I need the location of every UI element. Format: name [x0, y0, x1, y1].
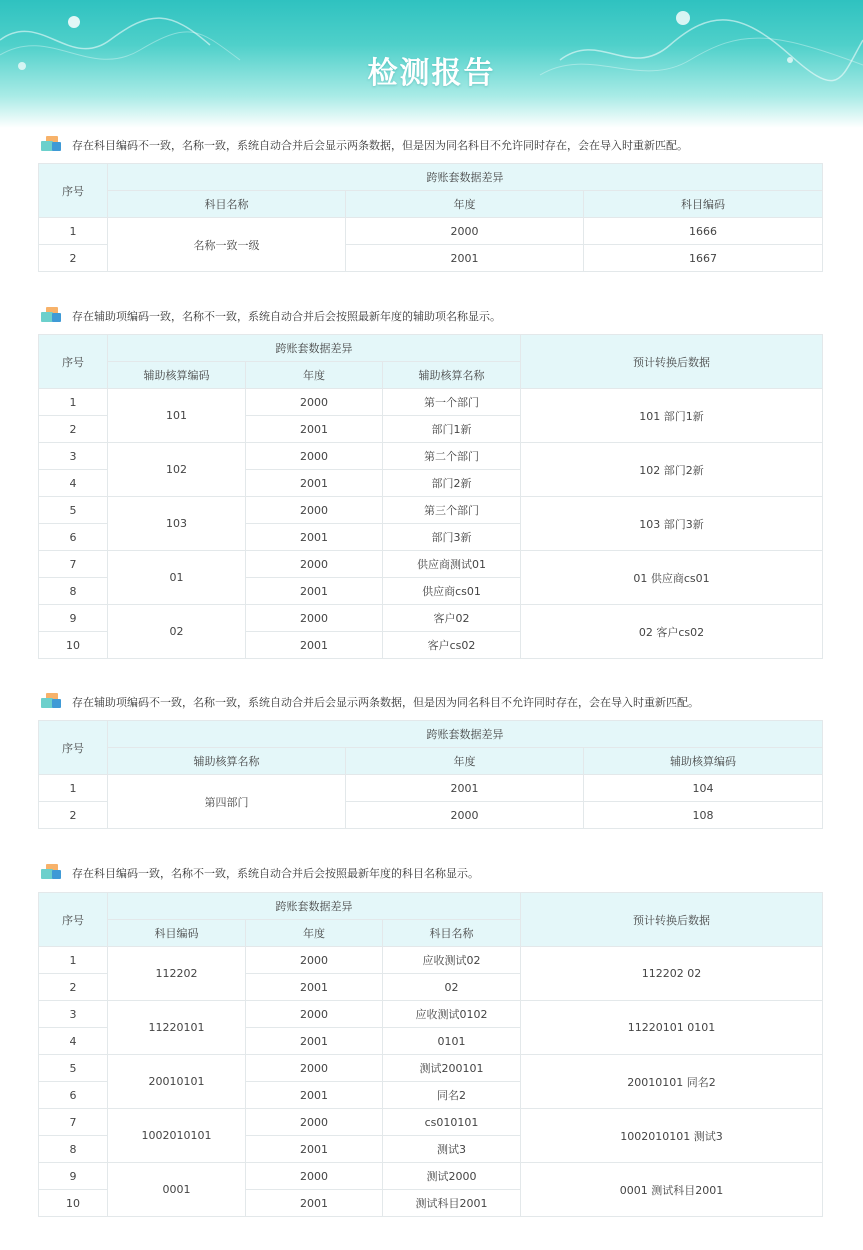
cell-code: 112202: [108, 947, 246, 1001]
col-header-result: 预计转换后数据: [521, 893, 823, 947]
cell-year: 2001: [246, 1190, 383, 1217]
cell-name: 部门3新: [383, 524, 521, 551]
note-text: 存在辅助项编码不一致，名称一致，系统自动合并后会显示两条数据，但是因为同名科目不允许同时存在，会在导入时重新匹配。: [72, 696, 699, 709]
cell-name: 供应商cs01: [383, 578, 521, 605]
cell-code: 20010101: [108, 1055, 246, 1109]
cell-merged-name: 名称一致一级: [108, 218, 346, 272]
cell-name: 第一个部门: [383, 389, 521, 416]
cell-seq: 2: [39, 416, 108, 443]
section-2-table: [38, 334, 823, 659]
cell-year: 2001: [246, 578, 383, 605]
cell-year: 2000: [246, 1163, 383, 1190]
cell-name: 02: [383, 974, 521, 1001]
cell-code: 1667: [584, 245, 823, 272]
col-header-seq: 序号: [39, 335, 108, 389]
cell-year: 2001: [346, 775, 584, 802]
cell-name: 第三个部门: [383, 497, 521, 524]
cell-seq: 2: [39, 245, 108, 272]
cell-name: 测试2000: [383, 1163, 521, 1190]
section-2-note: [38, 306, 501, 326]
cell-code: 103: [108, 497, 246, 551]
cell-year: 2001: [246, 1082, 383, 1109]
section-2-table-wrap: [38, 334, 822, 659]
col-header-year: 年度: [346, 748, 584, 775]
section-4-note: [38, 863, 479, 883]
cell-code: 0001: [108, 1163, 246, 1217]
cell-seq: 6: [39, 524, 108, 551]
cell-result: 11220101 0101: [521, 1001, 823, 1055]
cell-seq: 4: [39, 470, 108, 497]
cell-name: 客户02: [383, 605, 521, 632]
cell-result: 1002010101 测试3: [521, 1109, 823, 1163]
cell-seq: 6: [39, 1082, 108, 1109]
col-header-seq: 序号: [39, 164, 108, 218]
section-4-table: [38, 892, 823, 1217]
cell-name: 同名2: [383, 1082, 521, 1109]
cell-name: 0101: [383, 1028, 521, 1055]
col-header-code: 科目编码: [584, 191, 823, 218]
cell-merged-name: 第四部门: [108, 775, 346, 829]
section-1-table-wrap: [38, 163, 822, 272]
cell-year: 2000: [246, 1001, 383, 1028]
page-title: 检测报告: [367, 56, 496, 91]
section-1-table: [38, 163, 823, 272]
note-text: 存在科目编码一致，名称不一致，系统自动合并后会按照最新年度的科目名称显示。: [72, 867, 479, 880]
cell-seq: 8: [39, 578, 108, 605]
table-row: [39, 1055, 823, 1082]
cell-year: 2000: [246, 389, 383, 416]
cell-code: 11220101: [108, 1001, 246, 1055]
cell-name: 部门2新: [383, 470, 521, 497]
table-row: [39, 1001, 823, 1028]
cell-code: 1002010101: [108, 1109, 246, 1163]
cell-code: 02: [108, 605, 246, 659]
section-2-body: [39, 389, 823, 659]
cell-seq: 3: [39, 1001, 108, 1028]
cell-name: 第二个部门: [383, 443, 521, 470]
flag-icon: [38, 307, 64, 325]
flag-icon: [38, 693, 64, 711]
col-header-seq: 序号: [39, 893, 108, 947]
col-header-result: 预计转换后数据: [521, 335, 823, 389]
cell-seq: 10: [39, 1190, 108, 1217]
col-header-year: 年度: [346, 191, 584, 218]
cell-code: 101: [108, 389, 246, 443]
table-row: [39, 497, 823, 524]
section-3-note: [38, 692, 699, 712]
cell-result: 01 供应商cs01: [521, 551, 823, 605]
cell-result: 103 部门3新: [521, 497, 823, 551]
table-row: [39, 218, 823, 245]
cell-year: 2000: [246, 947, 383, 974]
cell-year: 2001: [246, 1028, 383, 1055]
flag-icon: [38, 864, 64, 882]
col-header-code: 辅助核算编码: [108, 362, 246, 389]
col-header-group: 跨账套数据差异: [108, 164, 823, 191]
cell-code: 102: [108, 443, 246, 497]
section-1-note: [38, 135, 688, 155]
section-4-body: [39, 947, 823, 1217]
col-header-name: 辅助核算名称: [108, 748, 346, 775]
cell-year: 2001: [246, 470, 383, 497]
col-header-year: 年度: [246, 920, 383, 947]
cell-name: 测试3: [383, 1136, 521, 1163]
section-3-table: [38, 720, 823, 829]
cell-seq: 1: [39, 775, 108, 802]
cell-year: 2000: [346, 218, 584, 245]
cell-seq: 4: [39, 1028, 108, 1055]
cell-seq: 8: [39, 1136, 108, 1163]
col-header-year: 年度: [246, 362, 383, 389]
table-row: [39, 1163, 823, 1190]
table-row: [39, 389, 823, 416]
cell-name: cs010101: [383, 1109, 521, 1136]
cell-year: 2001: [346, 245, 584, 272]
cell-year: 2001: [246, 524, 383, 551]
col-header-code: 辅助核算编码: [584, 748, 823, 775]
cell-name: 客户cs02: [383, 632, 521, 659]
cell-year: 2000: [246, 443, 383, 470]
cell-year: 2001: [246, 416, 383, 443]
note-text: 存在辅助项编码一致，名称不一致，系统自动合并后会按照最新年度的辅助项名称显示。: [72, 310, 501, 323]
cell-name: 供应商测试01: [383, 551, 521, 578]
cell-seq: 10: [39, 632, 108, 659]
cell-code: 1666: [584, 218, 823, 245]
cell-seq: 1: [39, 389, 108, 416]
cell-year: 2000: [246, 551, 383, 578]
cell-year: 2001: [246, 632, 383, 659]
col-header-name: 科目名称: [383, 920, 521, 947]
cell-seq: 7: [39, 551, 108, 578]
cell-result: 0001 测试科目2001: [521, 1163, 823, 1217]
cell-year: 2000: [246, 605, 383, 632]
table-row: [39, 1109, 823, 1136]
cell-name: 应收测试02: [383, 947, 521, 974]
cell-year: 2001: [246, 974, 383, 1001]
col-header-seq: 序号: [39, 721, 108, 775]
table-row: [39, 443, 823, 470]
cell-year: 2000: [246, 1109, 383, 1136]
cell-year: 2000: [346, 802, 584, 829]
cell-seq: 1: [39, 218, 108, 245]
cell-year: 2000: [246, 497, 383, 524]
cell-seq: 9: [39, 605, 108, 632]
cell-seq: 2: [39, 974, 108, 1001]
cell-code: 108: [584, 802, 823, 829]
table-row: [39, 947, 823, 974]
note-text: 存在科目编码不一致，名称一致，系统自动合并后会显示两条数据，但是因为同名科目不允许同时存在，会在导入时重新匹配。: [72, 139, 688, 152]
section-3-table-wrap: [38, 720, 822, 829]
cell-result: 112202 02: [521, 947, 823, 1001]
cell-result: 102 部门2新: [521, 443, 823, 497]
table-row: [39, 605, 823, 632]
col-header-group: 跨账套数据差异: [108, 335, 521, 362]
cell-seq: 5: [39, 497, 108, 524]
cell-name: 部门1新: [383, 416, 521, 443]
section-4-table-wrap: [38, 892, 822, 1217]
cell-code: 01: [108, 551, 246, 605]
col-header-group: 跨账套数据差异: [108, 721, 823, 748]
cell-name: 测试科目2001: [383, 1190, 521, 1217]
cell-year: 2001: [246, 1136, 383, 1163]
col-header-name: 辅助核算名称: [383, 362, 521, 389]
cell-result: 02 客户cs02: [521, 605, 823, 659]
cell-result: 101 部门1新: [521, 389, 823, 443]
cell-seq: 9: [39, 1163, 108, 1190]
cell-seq: 3: [39, 443, 108, 470]
col-header-group: 跨账套数据差异: [108, 893, 521, 920]
cell-seq: 1: [39, 947, 108, 974]
col-header-name: 科目名称: [108, 191, 346, 218]
cell-name: 应收测试0102: [383, 1001, 521, 1028]
col-header-code: 科目编码: [108, 920, 246, 947]
cell-seq: 7: [39, 1109, 108, 1136]
table-row: [39, 775, 823, 802]
cell-name: 测试200101: [383, 1055, 521, 1082]
flag-icon: [38, 136, 64, 154]
table-row: [39, 551, 823, 578]
header-banner: [0, 0, 863, 128]
cell-code: 104: [584, 775, 823, 802]
cell-result: 20010101 同名2: [521, 1055, 823, 1109]
cell-year: 2000: [246, 1055, 383, 1082]
cell-seq: 2: [39, 802, 108, 829]
cell-seq: 5: [39, 1055, 108, 1082]
